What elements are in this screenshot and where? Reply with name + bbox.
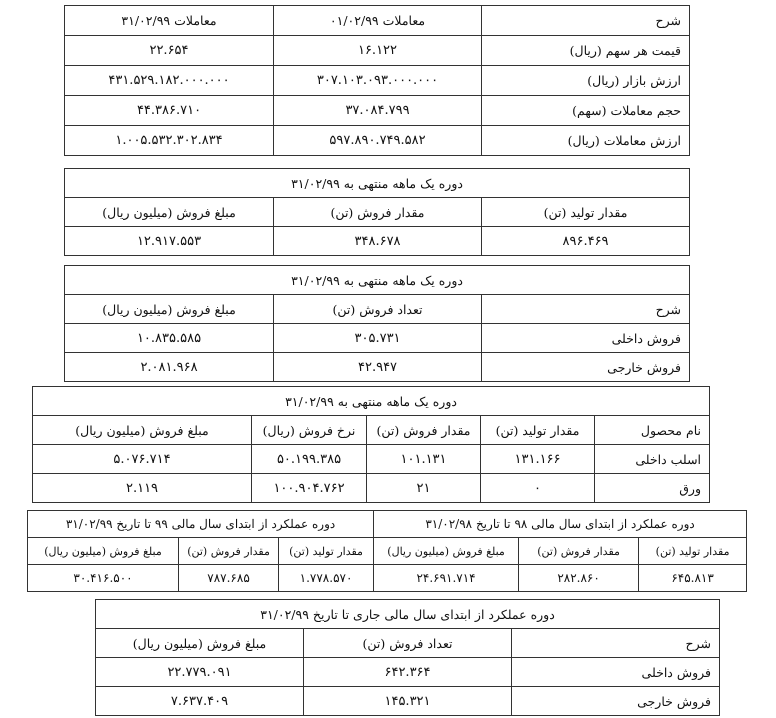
table-title: دوره یک ماهه منتهی به ۳۱/۰۲/۹۹ <box>65 266 690 295</box>
value-cell: ۳۰۵.۷۳۱ <box>274 324 482 353</box>
table-header-row <box>65 6 690 36</box>
row-label: فروش خارجی <box>482 353 690 382</box>
monthly-sales-split-table <box>64 265 690 382</box>
table-row <box>65 96 690 126</box>
header-cell: مقدار تولید (تن) <box>481 416 595 445</box>
value-cell: ۱۴۵.۳۲۱ <box>304 687 512 716</box>
product-breakdown-table <box>32 386 710 503</box>
value-cell: ۱۶.۱۲۲ <box>274 36 482 66</box>
value-cell: ۳۰۷.۱۰۳.۰۹۳.۰۰۰.۰۰۰ <box>274 66 482 96</box>
value-cell: ۰ <box>481 474 595 503</box>
value-cell: ۱۰.۸۳۵.۵۸۵ <box>65 324 274 353</box>
ytd-sales-split-table <box>95 599 720 716</box>
header-cell: معاملات ۰۱/۰۲/۹۹ <box>274 6 482 36</box>
row-label: فروش داخلی <box>482 324 690 353</box>
header-cell: مقدار فروش (تن) <box>274 198 482 227</box>
value-cell: ۱۲.۹۱۷.۵۵۳ <box>65 227 274 256</box>
row-label: ارزش معاملات (ریال) <box>482 126 690 156</box>
value-cell: ۸۹۶.۴۶۹ <box>482 227 690 256</box>
table-title-prev-year: دوره عملکرد از ابتدای سال مالی ۹۸ تا تاریخ ۳۱/۰۲/۹۸ <box>374 511 747 538</box>
value-cell: ۷۸۷.۶۸۵ <box>179 565 279 592</box>
table-title: دوره عملکرد از ابتدای سال مالی جاری تا تاریخ ۳۱/۰۲/۹۹ <box>96 600 720 629</box>
header-cell: مقدار فروش (تن) <box>519 538 639 565</box>
table-title-row <box>28 511 747 538</box>
value-cell: ۳۴۸.۶۷۸ <box>274 227 482 256</box>
header-cell: نرخ فروش (ریال) <box>252 416 367 445</box>
header-cell: شرح <box>482 6 690 36</box>
header-cell: تعداد فروش (تن) <box>274 295 482 324</box>
table-row <box>65 126 690 156</box>
row-label: فروش خارجی <box>512 687 720 716</box>
value-cell: ۵.۰۷۶.۷۱۴ <box>33 445 252 474</box>
value-cell: ۲۱ <box>367 474 481 503</box>
header-cell: مبلغ فروش (میلیون ریال) <box>374 538 519 565</box>
row-label: فروش داخلی <box>512 658 720 687</box>
table-title-row <box>96 600 720 629</box>
monthly-production-table <box>64 168 690 256</box>
table-header-row <box>65 198 690 227</box>
table-title: دوره یک ماهه منتهی به ۳۱/۰۲/۹۹ <box>33 387 710 416</box>
table-row <box>65 353 690 382</box>
row-label: ارزش بازار (ریال) <box>482 66 690 96</box>
ytd-comparison-table <box>27 510 747 592</box>
header-cell: مبلغ فروش (میلیون ریال) <box>96 629 304 658</box>
table-row <box>28 565 747 592</box>
value-cell: ۶۴۲.۳۶۴ <box>304 658 512 687</box>
header-cell: شرح <box>482 295 690 324</box>
header-cell: مبلغ فروش (میلیون ریال) <box>65 198 274 227</box>
trading-summary-table <box>64 5 690 156</box>
value-cell: ۶۴۵.۸۱۳ <box>639 565 747 592</box>
table-row <box>96 658 720 687</box>
header-cell: معاملات ۳۱/۰۲/۹۹ <box>65 6 274 36</box>
value-cell: ۱.۷۷۸.۵۷۰ <box>279 565 374 592</box>
table-row <box>65 66 690 96</box>
table-row <box>65 324 690 353</box>
value-cell: ۲۸۲.۸۶۰ <box>519 565 639 592</box>
header-cell: تعداد فروش (تن) <box>304 629 512 658</box>
header-cell: مقدار فروش (تن) <box>179 538 279 565</box>
value-cell: ۱.۰۰۵.۵۳۲.۳۰۲.۸۳۴ <box>65 126 274 156</box>
row-label: قیمت هر سهم (ریال) <box>482 36 690 66</box>
value-cell: ۱۰۱.۱۳۱ <box>367 445 481 474</box>
value-cell: ۱۳۱.۱۶۶ <box>481 445 595 474</box>
header-cell: مبلغ فروش (میلیون ریال) <box>28 538 179 565</box>
table-row <box>96 687 720 716</box>
value-cell: ۲.۱۱۹ <box>33 474 252 503</box>
value-cell: ۴۲.۹۴۷ <box>274 353 482 382</box>
value-cell: ۳۷.۰۸۴.۷۹۹ <box>274 96 482 126</box>
value-cell: ۷.۶۳۷.۴۰۹ <box>96 687 304 716</box>
value-cell: ۲۲.۷۷۹.۰۹۱ <box>96 658 304 687</box>
value-cell: ۳۰.۴۱۶.۵۰۰ <box>28 565 179 592</box>
table-row <box>65 36 690 66</box>
header-cell: شرح <box>512 629 720 658</box>
table-row <box>33 474 710 503</box>
header-cell: مقدار تولید (تن) <box>639 538 747 565</box>
table-header-row <box>96 629 720 658</box>
header-cell: مبلغ فروش (میلیون ریال) <box>65 295 274 324</box>
header-cell: نام محصول <box>595 416 710 445</box>
value-cell: ۱۰۰.۹۰۴.۷۶۲ <box>252 474 367 503</box>
row-label: ورق <box>595 474 710 503</box>
table-title-row <box>65 169 690 198</box>
row-label: اسلب داخلی <box>595 445 710 474</box>
header-cell: مبلغ فروش (میلیون ریال) <box>33 416 252 445</box>
table-row <box>65 227 690 256</box>
table-header-row <box>33 416 710 445</box>
table-title-row <box>65 266 690 295</box>
table-title-row <box>33 387 710 416</box>
table-row <box>33 445 710 474</box>
header-cell: مقدار تولید (تن) <box>279 538 374 565</box>
value-cell: ۴۳۱.۵۲۹.۱۸۲.۰۰۰.۰۰۰ <box>65 66 274 96</box>
value-cell: ۲.۰۸۱.۹۶۸ <box>65 353 274 382</box>
header-cell: مقدار فروش (تن) <box>367 416 481 445</box>
table-header-row <box>28 538 747 565</box>
value-cell: ۲۲.۶۵۴ <box>65 36 274 66</box>
table-title-current-year: دوره عملکرد از ابتدای سال مالی ۹۹ تا تاریخ ۳۱/۰۲/۹۹ <box>28 511 374 538</box>
value-cell: ۵۹۷.۸۹۰.۷۴۹.۵۸۲ <box>274 126 482 156</box>
value-cell: ۲۴.۶۹۱.۷۱۴ <box>374 565 519 592</box>
table-header-row <box>65 295 690 324</box>
value-cell: ۴۴.۳۸۶.۷۱۰ <box>65 96 274 126</box>
header-cell: مقدار تولید (تن) <box>482 198 690 227</box>
value-cell: ۵۰.۱۹۹.۳۸۵ <box>252 445 367 474</box>
row-label: حجم معاملات (سهم) <box>482 96 690 126</box>
table-title: دوره یک ماهه منتهی به ۳۱/۰۲/۹۹ <box>65 169 690 198</box>
